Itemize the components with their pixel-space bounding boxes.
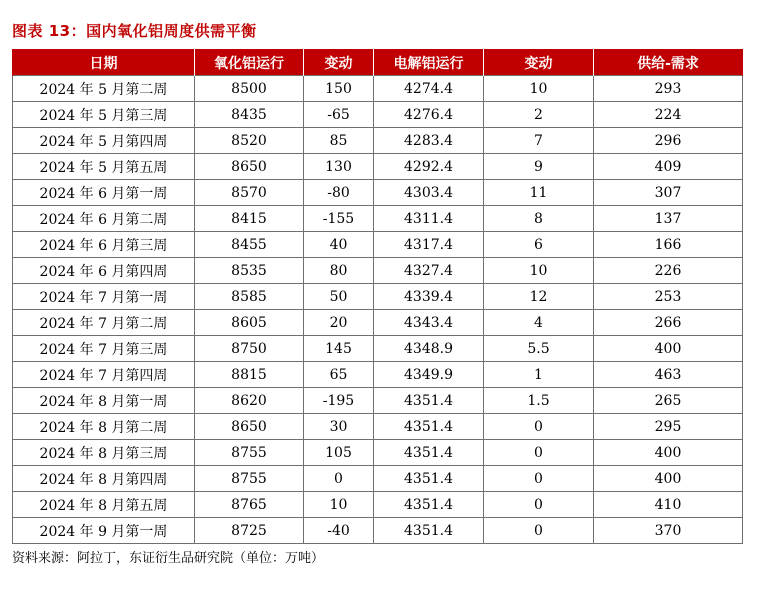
- table-cell-electrolytic-aluminum-operating: 4274.4: [374, 76, 484, 102]
- table-cell-electrolytic-change: 7: [484, 128, 594, 154]
- table-cell-supply-minus-demand: 226: [594, 258, 743, 284]
- table-cell-date: 2024 年 7 月第三周: [13, 336, 195, 362]
- table-row: [13, 414, 743, 440]
- table-cell-alumina-change: 150: [304, 76, 374, 102]
- table-cell-alumina-change: 40: [304, 232, 374, 258]
- table-row: [13, 466, 743, 492]
- table-cell-date: 2024 年 5 月第三周: [13, 102, 195, 128]
- table-cell-electrolytic-change: 0: [484, 466, 594, 492]
- table-cell-electrolytic-aluminum-operating: 4348.9: [374, 336, 484, 362]
- table-cell-date: 2024 年 7 月第二周: [13, 310, 195, 336]
- table-cell-supply-minus-demand: 166: [594, 232, 743, 258]
- table-cell-supply-minus-demand: 463: [594, 362, 743, 388]
- table-cell-date: 2024 年 7 月第一周: [13, 284, 195, 310]
- table-row: [13, 128, 743, 154]
- table-cell-electrolytic-aluminum-operating: 4349.9: [374, 362, 484, 388]
- table-cell-supply-minus-demand: 295: [594, 414, 743, 440]
- table-cell-alumina-change: 85: [304, 128, 374, 154]
- table-row: [13, 102, 743, 128]
- table-cell-supply-minus-demand: 265: [594, 388, 743, 414]
- table-cell-alumina-change: -80: [304, 180, 374, 206]
- table-row: [13, 206, 743, 232]
- table-row: [13, 440, 743, 466]
- table-row: [13, 154, 743, 180]
- table-row: [13, 180, 743, 206]
- table-cell-date: 2024 年 8 月第二周: [13, 414, 195, 440]
- table-cell-electrolytic-aluminum-operating: 4276.4: [374, 102, 484, 128]
- table-cell-date: 2024 年 6 月第三周: [13, 232, 195, 258]
- table-cell-alumina-operating: 8650: [195, 414, 304, 440]
- table-cell-alumina-operating: 8500: [195, 76, 304, 102]
- table-cell-supply-minus-demand: 307: [594, 180, 743, 206]
- table-cell-alumina-operating: 8435: [195, 102, 304, 128]
- table-cell-date: 2024 年 8 月第三周: [13, 440, 195, 466]
- table-cell-electrolytic-change: 12: [484, 284, 594, 310]
- table-cell-alumina-operating: 8520: [195, 128, 304, 154]
- table-cell-supply-minus-demand: 400: [594, 336, 743, 362]
- table-cell-date: 2024 年 6 月第二周: [13, 206, 195, 232]
- table-cell-alumina-operating: 8535: [195, 258, 304, 284]
- table-cell-electrolytic-change: 10: [484, 76, 594, 102]
- table-cell-supply-minus-demand: 253: [594, 284, 743, 310]
- table-cell-date: 2024 年 6 月第四周: [13, 258, 195, 284]
- table-cell-electrolytic-aluminum-operating: 4317.4: [374, 232, 484, 258]
- table-cell-electrolytic-change: 6: [484, 232, 594, 258]
- table-cell-date: 2024 年 5 月第四周: [13, 128, 195, 154]
- table-cell-alumina-change: 10: [304, 492, 374, 518]
- table-cell-alumina-operating: 8415: [195, 206, 304, 232]
- table-cell-supply-minus-demand: 400: [594, 466, 743, 492]
- table-cell-electrolytic-change: 1.5: [484, 388, 594, 414]
- table-cell-electrolytic-change: 4: [484, 310, 594, 336]
- table-row: [13, 492, 743, 518]
- column-header-alumina-operating: 氧化铝运行: [195, 50, 304, 76]
- table-cell-supply-minus-demand: 137: [594, 206, 743, 232]
- table-cell-alumina-change: 50: [304, 284, 374, 310]
- table-cell-electrolytic-aluminum-operating: 4303.4: [374, 180, 484, 206]
- table-row: [13, 388, 743, 414]
- column-header-alumina-change: 变动: [304, 50, 374, 76]
- table-cell-electrolytic-change: 5.5: [484, 336, 594, 362]
- table-cell-supply-minus-demand: 293: [594, 76, 743, 102]
- table-cell-electrolytic-change: 0: [484, 414, 594, 440]
- table-cell-alumina-change: 20: [304, 310, 374, 336]
- table-cell-alumina-operating: 8755: [195, 466, 304, 492]
- table-header-row: [13, 50, 743, 76]
- column-header-date: 日期: [13, 50, 195, 76]
- table-cell-electrolytic-change: 0: [484, 440, 594, 466]
- table-row: [13, 76, 743, 102]
- table-cell-electrolytic-change: 9: [484, 154, 594, 180]
- table-cell-alumina-operating: 8725: [195, 518, 304, 544]
- table-cell-alumina-operating: 8605: [195, 310, 304, 336]
- table-row: [13, 336, 743, 362]
- table-cell-electrolytic-aluminum-operating: 4327.4: [374, 258, 484, 284]
- table-cell-electrolytic-aluminum-operating: 4343.4: [374, 310, 484, 336]
- table-cell-alumina-change: 105: [304, 440, 374, 466]
- table-cell-electrolytic-change: 10: [484, 258, 594, 284]
- table-cell-electrolytic-aluminum-operating: 4351.4: [374, 388, 484, 414]
- figure-title: 图表 13：国内氧化铝周度供需平衡: [12, 22, 257, 40]
- table-cell-alumina-change: 130: [304, 154, 374, 180]
- table-body: [13, 76, 743, 544]
- table-cell-alumina-change: -40: [304, 518, 374, 544]
- table-cell-electrolytic-change: 0: [484, 518, 594, 544]
- table-cell-date: 2024 年 9 月第一周: [13, 518, 195, 544]
- table-cell-date: 2024 年 6 月第一周: [13, 180, 195, 206]
- table-cell-alumina-change: 65: [304, 362, 374, 388]
- supply-demand-table: [12, 49, 743, 544]
- table-cell-alumina-operating: 8620: [195, 388, 304, 414]
- table-cell-electrolytic-aluminum-operating: 4311.4: [374, 206, 484, 232]
- source-note: 资料来源：阿拉丁，东证衍生品研究院（单位：万吨）: [12, 551, 325, 566]
- table-cell-alumina-operating: 8570: [195, 180, 304, 206]
- table-cell-electrolytic-aluminum-operating: 4292.4: [374, 154, 484, 180]
- table-row: [13, 258, 743, 284]
- table-cell-supply-minus-demand: 410: [594, 492, 743, 518]
- table-cell-electrolytic-aluminum-operating: 4339.4: [374, 284, 484, 310]
- column-header-electrolytic-aluminum-operating: 电解铝运行: [374, 50, 484, 76]
- column-header-supply-minus-demand: 供给-需求: [594, 50, 743, 76]
- table-row: [13, 310, 743, 336]
- table-cell-electrolytic-aluminum-operating: 4283.4: [374, 128, 484, 154]
- table-cell-supply-minus-demand: 409: [594, 154, 743, 180]
- table-cell-supply-minus-demand: 266: [594, 310, 743, 336]
- table-cell-date: 2024 年 7 月第四周: [13, 362, 195, 388]
- table-cell-date: 2024 年 8 月第一周: [13, 388, 195, 414]
- table-cell-alumina-operating: 8585: [195, 284, 304, 310]
- table-cell-date: 2024 年 8 月第五周: [13, 492, 195, 518]
- table-cell-alumina-change: 80: [304, 258, 374, 284]
- table-cell-alumina-change: 30: [304, 414, 374, 440]
- column-header-electrolytic-change: 变动: [484, 50, 594, 76]
- table-cell-supply-minus-demand: 370: [594, 518, 743, 544]
- table-cell-electrolytic-change: 0: [484, 492, 594, 518]
- table-cell-electrolytic-aluminum-operating: 4351.4: [374, 518, 484, 544]
- table-row: [13, 362, 743, 388]
- table-cell-alumina-operating: 8815: [195, 362, 304, 388]
- table-cell-alumina-operating: 8650: [195, 154, 304, 180]
- table-cell-alumina-change: -155: [304, 206, 374, 232]
- table-cell-alumina-operating: 8755: [195, 440, 304, 466]
- table-cell-alumina-operating: 8750: [195, 336, 304, 362]
- table-cell-electrolytic-change: 8: [484, 206, 594, 232]
- table-cell-supply-minus-demand: 296: [594, 128, 743, 154]
- table-row: [13, 284, 743, 310]
- table-cell-electrolytic-aluminum-operating: 4351.4: [374, 466, 484, 492]
- table-cell-supply-minus-demand: 400: [594, 440, 743, 466]
- table-cell-electrolytic-aluminum-operating: 4351.4: [374, 414, 484, 440]
- table-cell-electrolytic-aluminum-operating: 4351.4: [374, 440, 484, 466]
- table-cell-electrolytic-change: 2: [484, 102, 594, 128]
- table-cell-alumina-change: -195: [304, 388, 374, 414]
- table-cell-date: 2024 年 5 月第五周: [13, 154, 195, 180]
- table-cell-electrolytic-aluminum-operating: 4351.4: [374, 492, 484, 518]
- table-cell-alumina-change: 145: [304, 336, 374, 362]
- table-row: [13, 518, 743, 544]
- table-cell-electrolytic-change: 1: [484, 362, 594, 388]
- table-cell-supply-minus-demand: 224: [594, 102, 743, 128]
- table-cell-alumina-operating: 8765: [195, 492, 304, 518]
- table-cell-alumina-operating: 8455: [195, 232, 304, 258]
- table-row: [13, 232, 743, 258]
- table-cell-electrolytic-change: 11: [484, 180, 594, 206]
- table-cell-alumina-change: 0: [304, 466, 374, 492]
- table-cell-date: 2024 年 8 月第四周: [13, 466, 195, 492]
- table-cell-alumina-change: -65: [304, 102, 374, 128]
- table-cell-date: 2024 年 5 月第二周: [13, 76, 195, 102]
